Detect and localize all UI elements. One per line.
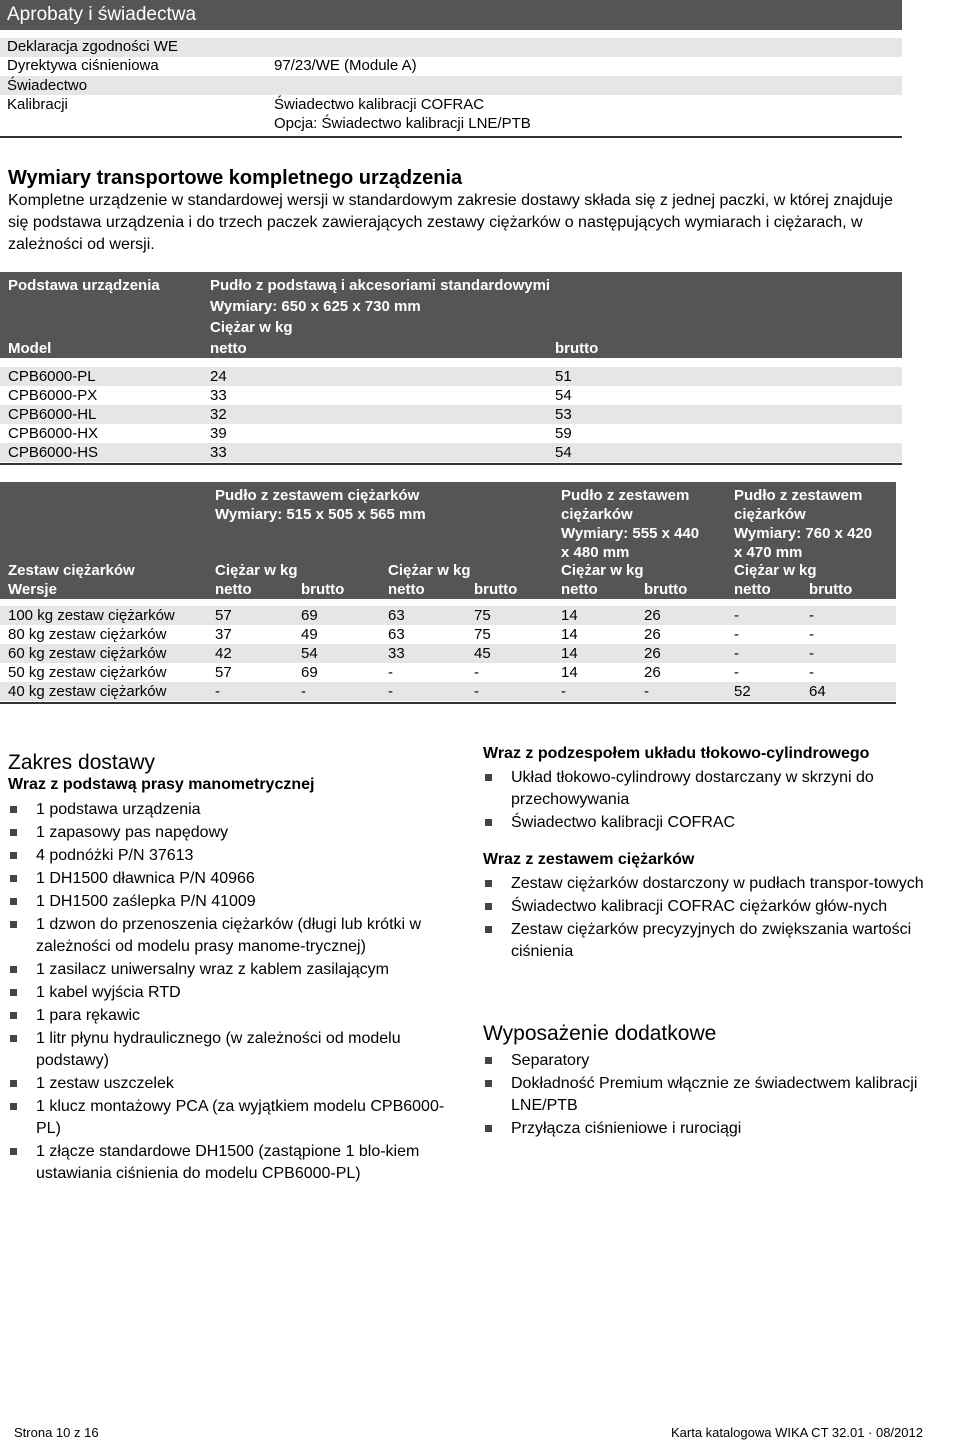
weights-header-weight: Ciężar w kg	[215, 562, 298, 579]
list-item	[8, 1096, 460, 1140]
bullet-icon	[10, 989, 17, 996]
weights-header-box1: Pudło z zestawem ciężarków	[215, 487, 420, 504]
list-item	[8, 914, 460, 958]
list-item-text: Dokładność Premium włącznie ze świadectwem kalibracji LNE/PTB	[511, 1075, 918, 1114]
bullet-icon	[485, 880, 492, 887]
base-header-box: Pudło z podstawą i akcesoriami standardowymi	[210, 277, 551, 294]
weights-header-box3: Pudło z zestawem	[734, 487, 863, 504]
weights-header-box2: ciężarków	[561, 506, 633, 523]
netto-cell: 33	[210, 444, 227, 461]
list-item-text: 1 DH1500 dławnica P/N 40966	[36, 870, 255, 887]
weight-cell: -	[388, 683, 393, 700]
weight-cell: 26	[644, 626, 661, 643]
weight-set-name: 80 kg zestaw ciężarków	[8, 626, 167, 643]
bullet-icon	[10, 1035, 17, 1042]
list-item	[8, 959, 460, 981]
brutto-cell: 59	[555, 425, 572, 442]
list-item-text: Zestaw ciężarków dostarczony w pudłach transpor-towych	[511, 875, 924, 892]
list-item	[483, 1073, 938, 1117]
weights-header-brutto: brutto	[809, 581, 853, 598]
weight-cell: -	[809, 607, 814, 624]
weight-cell: 14	[561, 664, 578, 681]
weights-header-netto: netto	[215, 581, 252, 598]
list-item-text: Świadectwo kalibracji COFRAC	[511, 814, 736, 831]
list-item-text: 1 złącze standardowe DH1500 (zastąpione 1 blo-kiem ustawiania ciśnienia do modelu CPB6000-PL)	[36, 1143, 420, 1182]
weights-header-netto: netto	[388, 581, 425, 598]
list-item	[483, 873, 938, 895]
list-item-text: 1 dzwon do przenoszenia ciężarków (długi lub krótki w zależności od modelu prasy manome-trycznej)	[36, 916, 422, 955]
list-item-text: Układ tłokowo-cylindrowy dostarczany w skrzyni do przechowywania	[511, 769, 874, 808]
weights-header-box2: Pudło z zestawem	[561, 487, 690, 504]
weight-cell: 33	[388, 645, 405, 662]
accessories-title: Wyposażenie dodatkowe	[483, 1022, 717, 1045]
model-cell: CPB6000-PX	[8, 387, 98, 404]
weight-cell: -	[644, 683, 649, 700]
approvals-row-bg	[0, 76, 902, 95]
weights-header-weight: Ciężar w kg	[388, 562, 471, 579]
approvals-label: Dyrektywa ciśnieniowa	[7, 57, 159, 74]
table-row-bg	[0, 405, 902, 424]
list-item-text: 1 kabel wyjścia RTD	[36, 984, 181, 1001]
weights-header-netto: netto	[561, 581, 598, 598]
bullet-icon	[10, 1012, 17, 1019]
approvals-label: Deklaracja zgodności WE	[7, 38, 178, 55]
list-item	[8, 1073, 460, 1095]
weight-cell: 69	[301, 664, 318, 681]
brutto-cell: 54	[555, 444, 572, 461]
weight-cell: 63	[388, 626, 405, 643]
weights-header-brutto: brutto	[644, 581, 688, 598]
weights-set-subtitle: Wraz z zestawem ciężarków	[483, 851, 695, 868]
base-header-dims: Wymiary: 650 x 625 x 730 mm	[210, 298, 421, 315]
model-cell: CPB6000-HS	[8, 444, 99, 461]
approvals-value: Świadectwo kalibracji COFRAC	[274, 96, 485, 113]
list-item	[483, 1118, 938, 1140]
list-item-text: 1 zestaw uszczelek	[36, 1075, 174, 1092]
list-item	[483, 919, 938, 963]
list-item-text: 1 DH1500 zaślepka P/N 41009	[36, 893, 256, 910]
piston-list	[483, 767, 938, 835]
weight-cell: 54	[301, 645, 318, 662]
footer-page: Strona 10 z 16	[14, 1425, 99, 1440]
list-item	[8, 982, 460, 1004]
weight-cell: 26	[644, 645, 661, 662]
list-item-text: 1 zapasowy pas napędowy	[36, 824, 229, 841]
weight-cell: -	[734, 664, 739, 681]
list-item	[8, 1005, 460, 1027]
weight-cell: -	[561, 683, 566, 700]
brutto-cell: 53	[555, 406, 572, 423]
weight-cell: -	[809, 626, 814, 643]
weight-cell: 37	[215, 626, 232, 643]
weight-set-name: 50 kg zestaw ciężarków	[8, 664, 167, 681]
model-cell: CPB6000-PL	[8, 368, 96, 385]
brutto-cell: 51	[555, 368, 572, 385]
weight-cell: 26	[644, 607, 661, 624]
list-item	[483, 896, 938, 918]
list-item-text: 1 podstawa urządzenia	[36, 801, 201, 818]
approvals-label: Kalibracji	[7, 96, 68, 113]
weight-cell: 49	[301, 626, 318, 643]
weight-cell: -	[734, 607, 739, 624]
base-header-weight: Ciężar w kg	[210, 319, 293, 336]
list-item-text: Przyłącza ciśnieniowe i rurociągi	[511, 1120, 742, 1137]
list-item	[483, 812, 938, 834]
weight-cell: -	[388, 664, 393, 681]
weight-cell: 26	[644, 664, 661, 681]
weight-cell: -	[734, 645, 739, 662]
model-cell: CPB6000-HX	[8, 425, 99, 442]
list-item-text: Świadectwo kalibracji COFRAC ciężarków głów-nych	[511, 898, 888, 915]
bullet-icon	[485, 1057, 492, 1064]
weight-set-name: 40 kg zestaw ciężarków	[8, 683, 167, 700]
bullet-icon	[10, 898, 17, 905]
weight-cell: 75	[474, 607, 491, 624]
list-item	[483, 1050, 938, 1072]
list-item	[8, 845, 460, 867]
weight-cell: -	[215, 683, 220, 700]
bullet-icon	[10, 875, 17, 882]
weight-cell: 57	[215, 664, 232, 681]
weight-cell: -	[474, 683, 479, 700]
bullet-icon	[10, 1148, 17, 1155]
bullet-icon	[485, 903, 492, 910]
list-item	[8, 822, 460, 844]
weight-cell: -	[809, 664, 814, 681]
divider	[0, 702, 896, 704]
approvals-label: Świadectwo	[7, 77, 88, 94]
weights-header-brutto: brutto	[474, 581, 518, 598]
list-item-text: 1 klucz montażowy PCA (za wyjątkiem modelu CPB6000-PL)	[36, 1098, 445, 1137]
bullet-icon	[485, 1125, 492, 1132]
weight-cell: -	[809, 645, 814, 662]
scope-title: Zakres dostawy	[8, 751, 156, 774]
list-item	[8, 1028, 460, 1072]
list-item	[8, 868, 460, 890]
weight-set-name: 100 kg zestaw ciężarków	[8, 607, 175, 624]
approvals-title: Aprobaty i świadectwa	[0, 0, 902, 30]
list-item	[8, 799, 460, 821]
weights-header-dims1: Wymiary: 515 x 505 x 565 mm	[215, 506, 426, 523]
bullet-icon	[10, 806, 17, 813]
list-item-text: 1 para rękawic	[36, 1007, 141, 1024]
weight-cell: 14	[561, 645, 578, 662]
transport-text: Kompletne urządzenie w standardowej wersji w standardowym zakresie dostawy składa się z jednej paczki, w której znajduje się podstawa urządzenia i do trzech paczek zawierających zestawy ciężarków o następujących wymiarach i ciężarach, w zależności od wersji.	[8, 192, 893, 253]
footer-catalog: Karta katalogowa WIKA CT 32.01 · 08/2012	[671, 1425, 923, 1440]
list-item-text: Zestaw ciężarków precyzyjnych do zwiększania wartości ciśnienia	[511, 921, 912, 960]
divider	[0, 463, 902, 465]
weights-header-dims3: x 470 mm	[734, 544, 803, 561]
weight-cell: -	[301, 683, 306, 700]
divider	[0, 136, 902, 138]
list-item-text: 4 podnóżki P/N 37613	[36, 847, 194, 864]
bullet-icon	[10, 829, 17, 836]
list-item-text: 1 litr płynu hydraulicznego (w zależności od modelu podstawy)	[36, 1030, 401, 1069]
bullet-icon	[485, 926, 492, 933]
weight-cell: 42	[215, 645, 232, 662]
table-row-bg	[0, 443, 902, 462]
netto-cell: 33	[210, 387, 227, 404]
approvals-value: Opcja: Świadectwo kalibracji LNE/PTB	[274, 115, 531, 132]
approvals-value: 97/23/WE (Module A)	[274, 57, 417, 74]
weights-header-box3: ciężarków	[734, 506, 806, 523]
bullet-icon	[10, 1103, 17, 1110]
weights-set-list	[483, 873, 938, 964]
weights-header-weight: Ciężar w kg	[561, 562, 644, 579]
base-header-brutto: brutto	[555, 340, 599, 357]
bullet-icon	[485, 774, 492, 781]
weights-header-dims2: Wymiary: 555 x 440	[561, 525, 700, 542]
netto-cell: 24	[210, 368, 227, 385]
weight-cell: 69	[301, 607, 318, 624]
accessories-list	[483, 1050, 938, 1141]
base-header-model: Model	[8, 340, 52, 357]
weight-cell: 14	[561, 626, 578, 643]
weight-cell: 64	[809, 683, 826, 700]
list-item	[8, 891, 460, 913]
weight-cell: 57	[215, 607, 232, 624]
scope-list	[8, 799, 460, 1186]
table-row-bg	[0, 367, 902, 386]
weights-header-dims2: x 480 mm	[561, 544, 630, 561]
weight-cell: 75	[474, 626, 491, 643]
weights-header-brutto: brutto	[301, 581, 345, 598]
base-header-left: Podstawa urządzenia	[8, 277, 160, 294]
bullet-icon	[10, 852, 17, 859]
weight-cell: 63	[388, 607, 405, 624]
bullet-icon	[485, 1080, 492, 1087]
weight-cell: 52	[734, 683, 751, 700]
weight-cell: 14	[561, 607, 578, 624]
weight-cell: 45	[474, 645, 491, 662]
bullet-icon	[10, 966, 17, 973]
bullet-icon	[10, 921, 17, 928]
list-item	[8, 1141, 460, 1185]
netto-cell: 32	[210, 406, 227, 423]
weight-set-name: 60 kg zestaw ciężarków	[8, 645, 167, 662]
list-item-text: Separatory	[511, 1052, 590, 1069]
base-header-netto: netto	[210, 340, 247, 357]
brutto-cell: 54	[555, 387, 572, 404]
list-item	[483, 767, 938, 811]
weights-header-dims3: Wymiary: 760 x 420	[734, 525, 873, 542]
scope-subtitle: Wraz z podstawą prasy manometrycznej	[8, 776, 315, 793]
weights-header-version: Wersje	[8, 581, 57, 598]
model-cell: CPB6000-HL	[8, 406, 97, 423]
weight-cell: -	[474, 664, 479, 681]
weights-header-netto: netto	[734, 581, 771, 598]
weights-header-weight: Ciężar w kg	[734, 562, 817, 579]
netto-cell: 39	[210, 425, 227, 442]
bullet-icon	[485, 819, 492, 826]
piston-subtitle: Wraz z podzespołem układu tłokowo-cylindrowego	[483, 745, 870, 762]
weight-cell: -	[734, 626, 739, 643]
transport-title: Wymiary transportowe kompletnego urządzenia	[8, 167, 463, 189]
weights-header-set: Zestaw ciężarków	[8, 562, 135, 579]
bullet-icon	[10, 1080, 17, 1087]
list-item-text: 1 zasilacz uniwersalny wraz z kablem zasilającym	[36, 961, 390, 978]
